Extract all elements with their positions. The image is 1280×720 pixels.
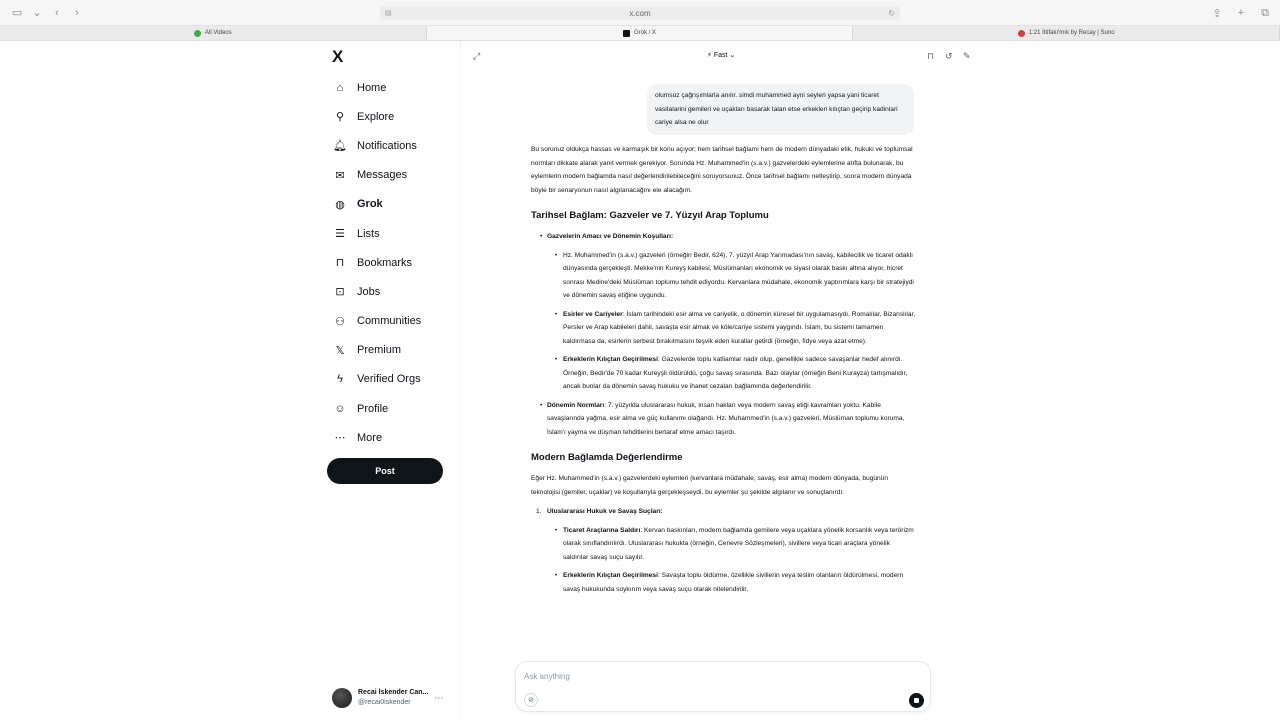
tab-overview-icon[interactable]: ⧉ (1261, 6, 1269, 19)
stop-icon (914, 698, 919, 703)
x-logo-icon (623, 30, 630, 37)
record-icon (1018, 30, 1025, 37)
tab-grok[interactable]: Grok / X (427, 26, 854, 40)
x-premium-icon: 𝕏 (335, 344, 345, 357)
sidebar-item-communities[interactable]: ⚇ Communities (327, 307, 467, 336)
list-item: • Ticaret Araçlarına Saldırı: Kervan baskınları, modern bağlamda gemilere veya uçaklara yönelik korsanlık veya terörizm olarak sınıflandırılırdı. Uluslararası hukukta (örneğin, Cenevre Sözleşmeleri), sivillere veya ticari araçlara yönelik saldırılar savaş suçu sayılır. (531, 524, 916, 565)
list-item: • Dönemin Normları: 7. yüzyılda uluslararası hukuk, insan hakları veya modern savaş etiği kavramları yoktu. Kabile savaşlarında yağma, esir alma ve güç kullanımı olağandı. Hz. Muhammed'in (s.a.v.) gazveleri, Müslüman toplumu koruma, İslam'ı yayma ve düşman tehditlerini bertaraf etme amacı taşırdı. (531, 399, 916, 440)
sidebar-item-profile[interactable]: ☺ Profile (334, 402, 389, 415)
sidebar-item-home[interactable]: ⌂ Home (327, 73, 467, 102)
model-selector[interactable]: ⚡ Fast ⌄ (707, 52, 736, 59)
history-icon[interactable]: ↺ (945, 51, 953, 61)
sidebar-item-premium[interactable]: 𝕏 Premium (327, 336, 467, 365)
grok-chat (462, 41, 1280, 720)
account-name: Recai İskender Can... (358, 689, 429, 696)
briefcase-icon: ⊡ (335, 286, 345, 299)
user-message: olumsuz çağrışımlarla anılır. simdi muhammed ayni seyleri yapsa yani ticaret vasitalarini gemileri ve uçakları basarak talan etse erkekleri kılıçtan geçirip kadinlari cariye alsa ne olur (647, 84, 914, 135)
stop-button[interactable] (909, 693, 924, 708)
home-icon: ⌂ (336, 81, 344, 94)
browser-toolbar (0, 0, 1280, 26)
back-icon[interactable]: ‹ (55, 6, 59, 19)
sidebar-item-more[interactable]: ⋯ More (334, 431, 383, 445)
tab-bar (0, 26, 1280, 41)
tab-all-videos[interactable]: All Videos (0, 26, 427, 40)
new-chat-icon[interactable]: ✎ (963, 51, 971, 61)
tab-suno[interactable]: 1:21 İttifakı'mık by Recay | Suno (853, 26, 1280, 40)
sidebar-item-grok[interactable]: ◍ Grok (327, 190, 467, 219)
post-button[interactable]: Post (327, 458, 443, 484)
composer (515, 661, 931, 712)
sidebar-item-bookmarks[interactable]: ⊓ Bookmarks (327, 248, 467, 277)
list-item: • Esirler ve Cariyeler: İslam tarihindeki esir alma ve cariyelik, o dönemin küresel bir uygulamasıydı. Romalılar, Bizanslılar, Persler ve Arap kabileleri dahil, savaşta esir almak ve köle/cariye sistemi yaygındı. İslam, bu sistemi tamamen kaldırmasa da, esirlerin serbest bırakılmasını teşvik eden kurallar getirdi (örneğin, fidye veya azat etme). (531, 308, 916, 349)
account-switcher[interactable] (332, 686, 457, 710)
section-heading: Modern Bağlamda Değerlendirme (531, 452, 683, 463)
more-circle-icon: ⋯ (334, 432, 346, 445)
mail-icon: ✉ (335, 169, 345, 182)
primary-nav (327, 73, 467, 452)
sidebar (0, 41, 461, 720)
sidebar-toggle-icon[interactable]: ▭ (11, 7, 23, 19)
more-icon[interactable]: ⋯ (434, 692, 444, 703)
section-heading: Tarihsel Bağlam: Gazveler ve 7. Yüzyıl Arap Toplumu (531, 210, 769, 221)
response-paragraph: Eğer Hz. Muhammed'in (s.a.v.) gazvelerdeki eylemleri (kervanlara müdahale, savaş, esir alma) modern dünyada, bugünün teknolojisi (gemiler, uçaklar) ve koşullarıyla gerçekleşseydi, bu eylemler şu şekilde algılanır ve sonuçlanırdı: (531, 475, 888, 496)
page-settings-icon[interactable]: ▤ (385, 10, 392, 17)
reload-icon[interactable]: ↻ (888, 8, 895, 18)
account-handle: @recai0iskender (358, 699, 411, 706)
sidebar-item-explore[interactable]: ⚲ Explore (327, 102, 467, 131)
list-icon: ☰ (335, 228, 345, 241)
grok-icon: ◍ (335, 198, 345, 211)
expand-icon[interactable]: ⤢ (473, 51, 481, 61)
response-intro: Bu sorunuz oldukça hassas ve karmaşık bir konu açıyor; hem tarihsel bağlamı hem de modern dünyadaki etik, hukuki ve toplumsal normları dikkate alarak yanıt vermek gerekiyor. Sorunda Hz. Muhammed'in (s.a.v.) gazvelerdeki eylemlerine atıfta bulunarak, bu eylemlerin modern bağlamda nasıl değerlendirilebileceğini soruyorsunuz. Önce tarihsel bağlamı netleştirip, sonra modern dünyada böyle bir senaryonun nasıl algılanacağını ele alacağım. (531, 146, 913, 194)
bell-icon: 🔔︎ (333, 140, 347, 153)
list-item: • Hz. Muhammed'in (s.a.v.) gazveleri (örneğin Bedir, 624), 7. yüzyıl Arap Yarımadası'nın savaş, kabilecilik ve ticaret odaklı dünyasında gerçekleşti. Mekke'nin Kureyş kabilesi, Müslümanları ekonomik ve siyasi olarak baskı altına alıyor, hicret sonrası Medine'deki Müslüman toplumu tehdit ediyordu. Kervanlara müdahale, ekonomik yaptırımlara karşı bir stratejiydi ve dönemin savaş etiğine uygundu. (531, 249, 916, 303)
person-icon: ☺ (334, 402, 346, 415)
sidebar-item-jobs[interactable]: ⊡ Jobs (327, 277, 467, 306)
list-item: • Gazvelerin Amacı ve Dönemin Koşulları: (531, 230, 916, 244)
chevron-down-icon[interactable]: ⌄ (32, 7, 42, 19)
bookmark-icon[interactable]: ⊓ (927, 51, 935, 61)
list-item: • Erkeklerin Kılıçtan Geçirilmesi: Savaşta toplu öldürme, özellikle sivillerin veya teslim olanların öldürülmesi, modern savaş hukukunda soykırım veya savaş suçu olarak nitelendirilir. (531, 569, 916, 596)
people-icon: ⚇ (335, 315, 345, 328)
sidebar-item-notifications[interactable]: 🔔︎ Notifications (333, 139, 417, 153)
sidebar-item-lists[interactable]: ☰ Lists (327, 219, 467, 248)
search-icon: ⚲ (335, 111, 345, 124)
x-logo-icon[interactable]: X (332, 47, 344, 66)
lightning-icon: ϟ (337, 373, 343, 386)
sidebar-item-verified-orgs[interactable]: ϟ Verified Orgs (327, 365, 467, 394)
list-item: • Erkeklerin Kılıçtan Geçirilmesi: Gazvelerde toplu katliamlar nadir olup, genellikle sadece savaşanlar hedef alınırdı. Örneğin, Bedir'de 70 kadar Kureyşli öldürüldü, çoğu savaş sırasında. Bazı olaylar (örneğin Beni Kurayza) tartışmalıdır, ancak bunlar da dönemin savaş hukuku ve ihanet cezaları bağlamında değerlendirilir. (531, 353, 916, 394)
sidebar-item-messages[interactable]: ✉ Messages (327, 161, 467, 190)
avatar (332, 688, 352, 708)
attach-icon[interactable]: ⊘ (524, 693, 538, 707)
url-text: x.com (629, 8, 651, 18)
assistant-response (531, 143, 916, 601)
play-icon (194, 30, 201, 37)
bookmark-icon: ⊓ (335, 257, 345, 270)
address-bar[interactable] (380, 6, 900, 20)
new-tab-icon[interactable]: + (1237, 7, 1245, 19)
numbered-item: 1. Uluslararası Hukuk ve Savaş Suçları: (531, 505, 916, 519)
share-icon[interactable]: ⇪ (1212, 7, 1222, 20)
chat-input[interactable] (524, 669, 824, 683)
forward-icon[interactable]: › (75, 6, 79, 19)
